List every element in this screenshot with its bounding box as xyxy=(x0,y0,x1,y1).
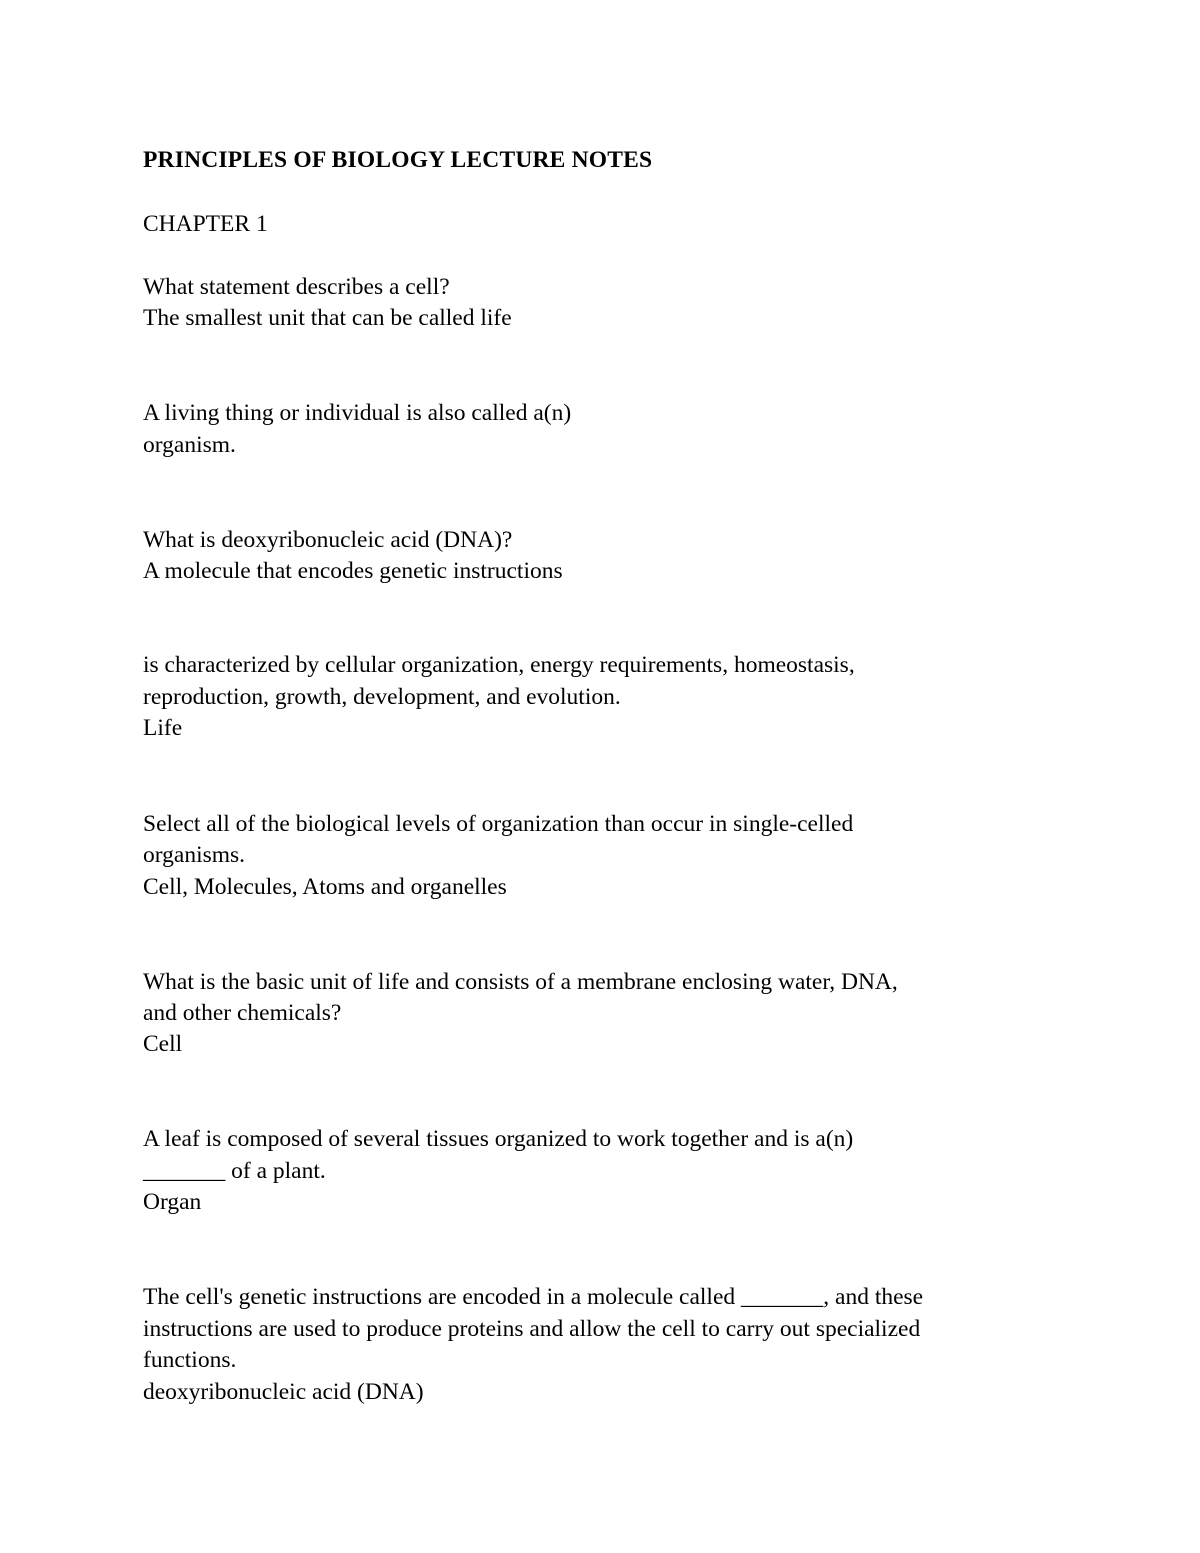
question-text: Select all of the biological levels of organization than occur in single-celled xyxy=(143,811,854,837)
answer-text: A molecule that encodes genetic instructions xyxy=(143,558,563,584)
question-text: reproduction, growth, development, and evolution. xyxy=(143,684,621,710)
answer-text: organism. xyxy=(143,432,236,458)
question-text: What is deoxyribonucleic acid (DNA)? xyxy=(143,527,513,553)
question-text: A living thing or individual is also called a(n) xyxy=(143,400,572,426)
question-text: A leaf is composed of several tissues organized to work together and is a(n) xyxy=(143,1126,854,1152)
question-text: instructions are used to produce proteins and allow the cell to carry out specialized xyxy=(143,1316,921,1342)
question-text: organisms. xyxy=(143,842,246,868)
question-text: What statement describes a cell? xyxy=(143,274,450,300)
chapter-heading: CHAPTER 1 xyxy=(143,211,268,237)
answer-text: deoxyribonucleic acid (DNA) xyxy=(143,1379,424,1405)
answer-text: Life xyxy=(143,715,183,741)
question-text: What is the basic unit of life and consists of a membrane enclosing water, DNA, xyxy=(143,969,898,995)
question-text: _______ of a plant. xyxy=(143,1158,326,1184)
question-text: The cell's genetic instructions are encoded in a molecule called _______, and these xyxy=(143,1284,924,1310)
document-title: PRINCIPLES OF BIOLOGY LECTURE NOTES xyxy=(143,147,653,173)
answer-text: The smallest unit that can be called life xyxy=(143,305,512,331)
answer-text: Organ xyxy=(143,1189,202,1215)
question-text: is characterized by cellular organization, energy requirements, homeostasis, xyxy=(143,652,855,678)
answer-text: Cell xyxy=(143,1031,183,1057)
question-text: functions. xyxy=(143,1347,237,1373)
question-text: and other chemicals? xyxy=(143,1000,342,1026)
answer-text: Cell, Molecules, Atoms and organelles xyxy=(143,874,507,900)
